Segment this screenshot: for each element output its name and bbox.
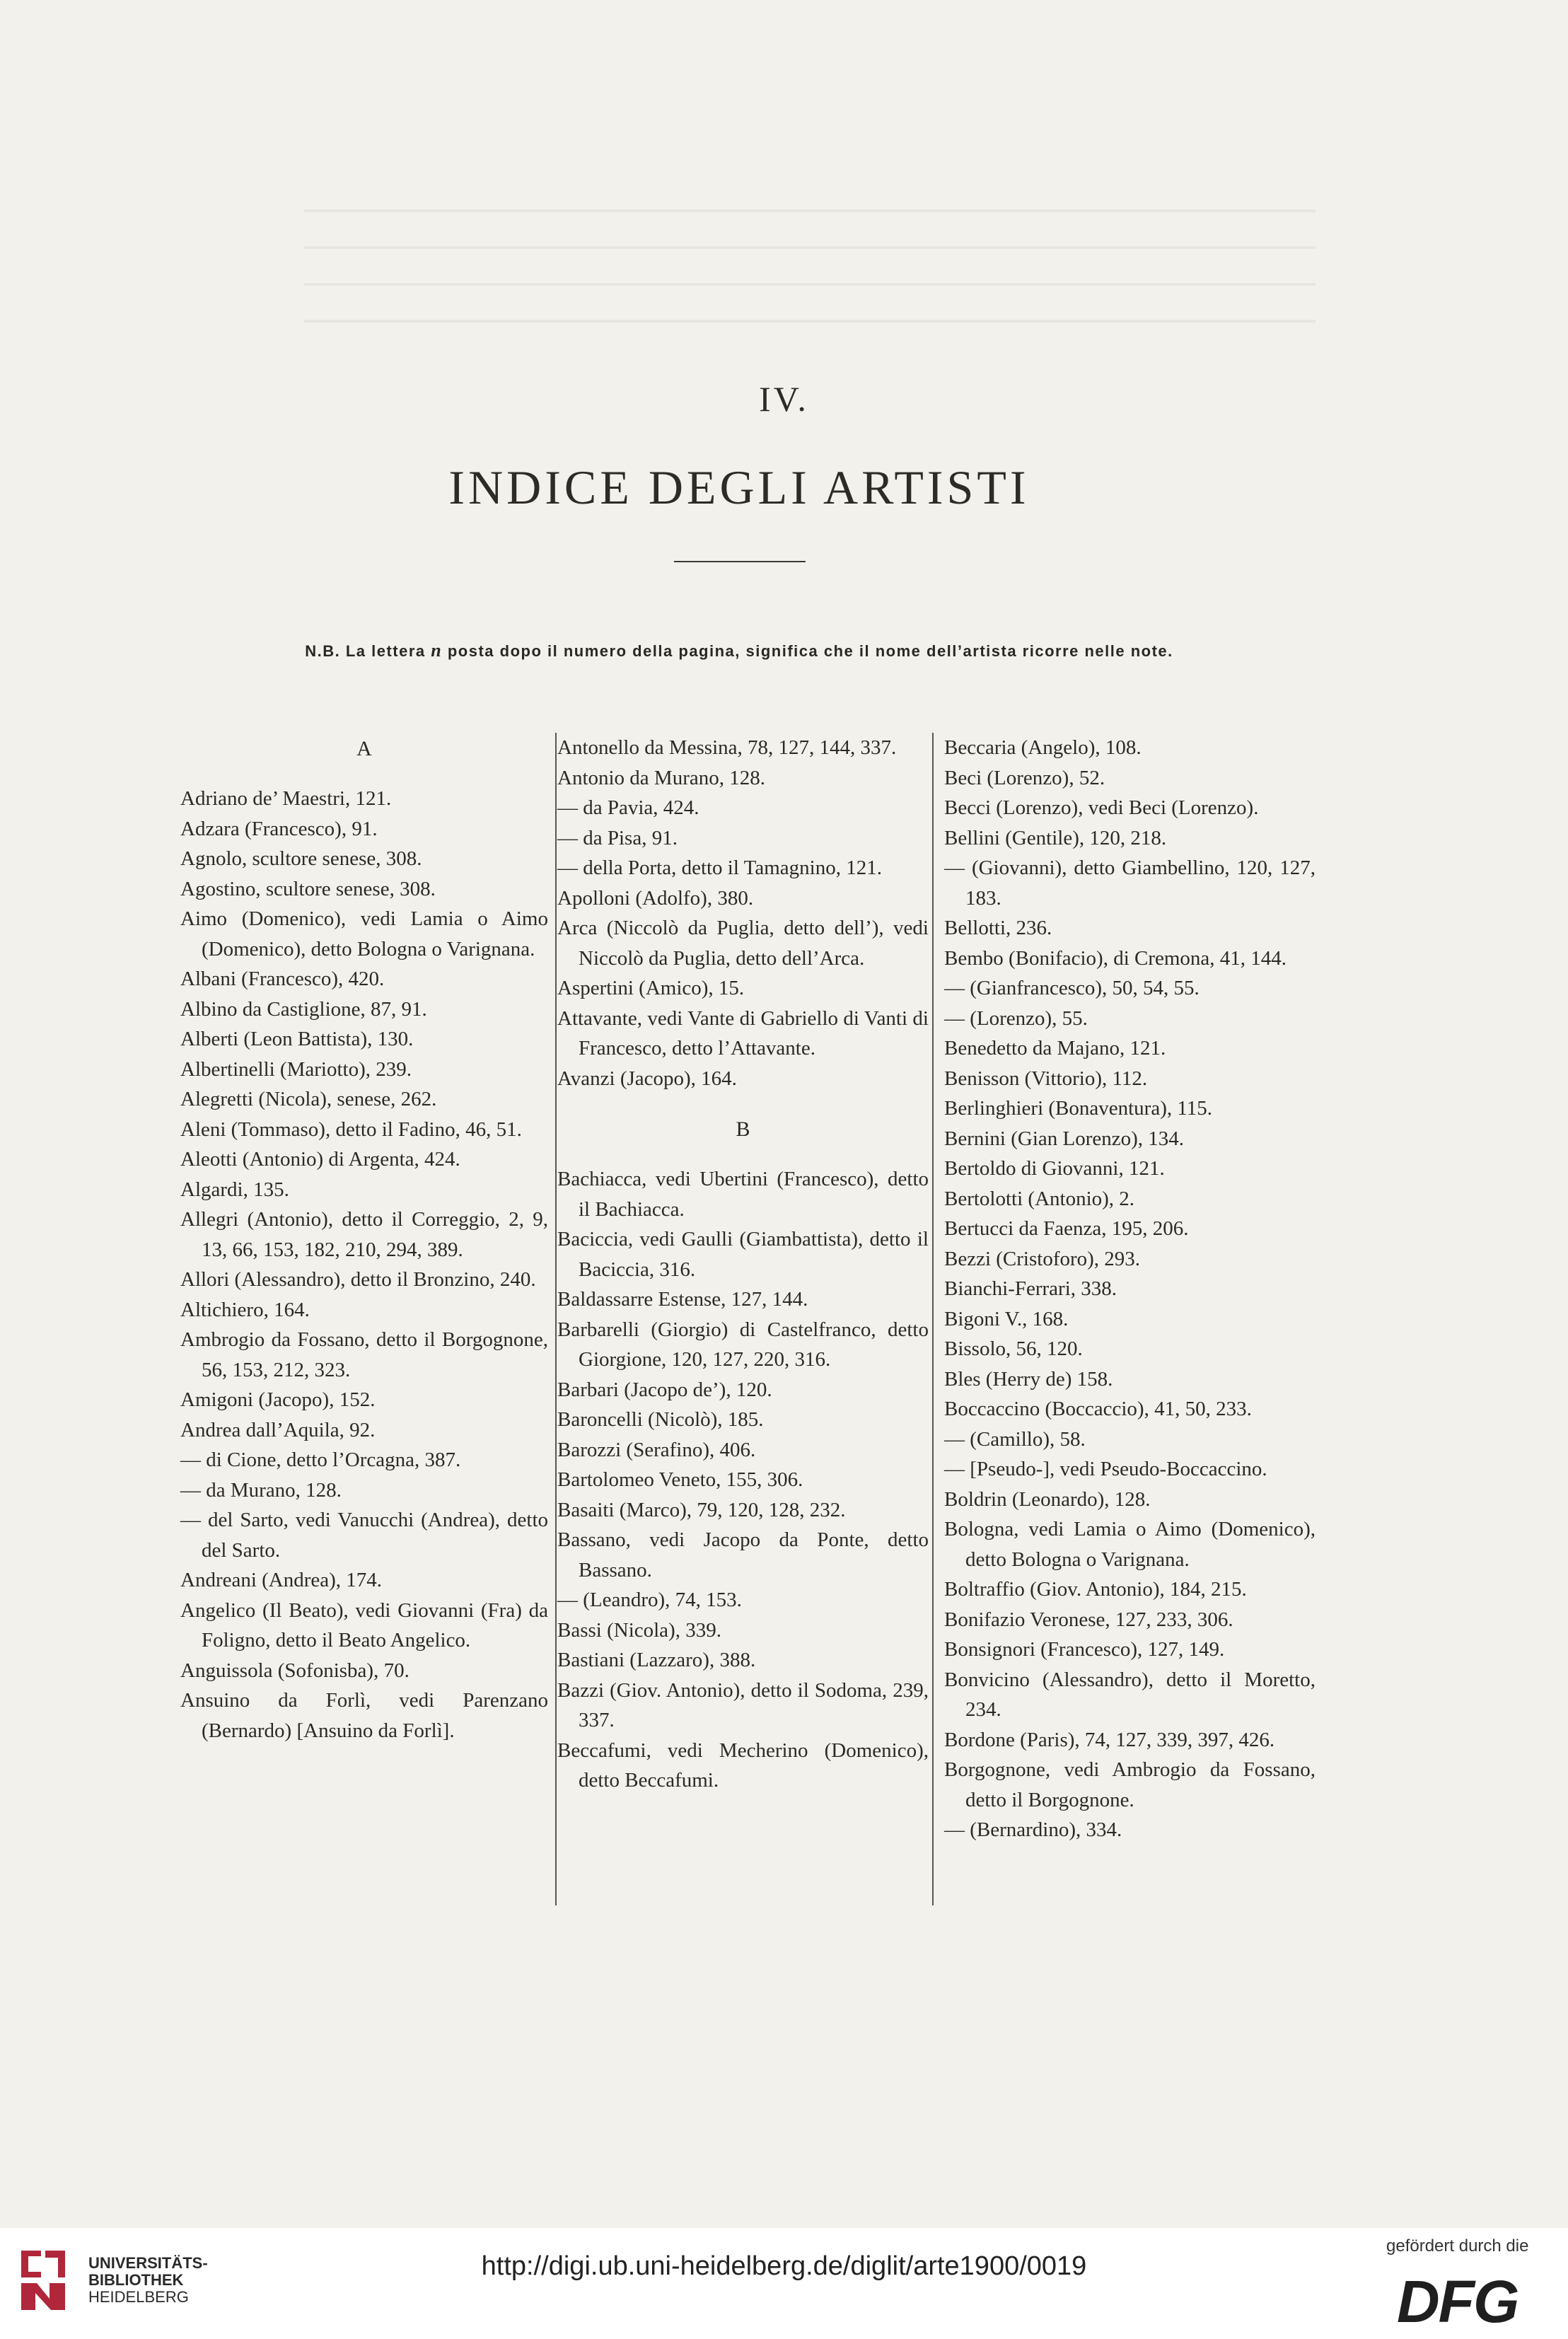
index-entry: Agostino, scultore senese, 308. xyxy=(180,877,436,900)
index-entry: Bellotti, 236. xyxy=(944,917,1052,939)
index-entry: Ambrogio da Fossano, detto il Borgognone, 56, 153, 212, 323. xyxy=(180,1328,548,1381)
index-entry: — da Pisa, 91. xyxy=(557,826,678,849)
index-entry: — da Murano, 128. xyxy=(180,1478,342,1502)
index-entry: Aleotti (Antonio) di Argenta, 424. xyxy=(180,1148,460,1171)
index-entry: Bartolomeo Veneto, 155, 306. xyxy=(557,1468,803,1491)
index-entry: Avanzi (Jacopo), 164. xyxy=(557,1067,737,1090)
index-entry: — (Camillo), 58. xyxy=(944,1427,1086,1451)
index-entry: — (Giovanni), detto Giambellino, 120, 127, 183. xyxy=(944,857,1316,910)
index-entry: Becci (Lorenzo), vedi Beci (Lorenzo). xyxy=(944,796,1259,819)
index-entry: Barbari (Jacopo de’), 120. xyxy=(557,1378,772,1401)
index-entry: Adzara (Francesco), 91. xyxy=(180,817,378,840)
index-entry: Aleni (Tommaso), detto il Fadino, 46, 51. xyxy=(180,1118,522,1141)
index-entry: Boccaccino (Boccaccio), 41, 50, 233. xyxy=(944,1398,1252,1420)
index-entry: Bezzi (Cristoforo), 293. xyxy=(944,1247,1141,1270)
index-entry: Bigoni V., 168. xyxy=(944,1307,1069,1330)
index-entry: Bordone (Paris), 74, 127, 339, 397, 426. xyxy=(944,1728,1275,1751)
index-entry: Apolloni (Adolfo), 380. xyxy=(557,886,754,910)
index-column-1 xyxy=(180,733,548,1910)
index-entry: Bertoldo di Giovanni, 121. xyxy=(944,1157,1165,1180)
index-entry: Baroncelli (Nicolò), 185. xyxy=(557,1408,764,1431)
title-rule xyxy=(674,561,806,562)
index-entry: — del Sarto, vedi Vanucchi (Andrea), detto del Sarto. xyxy=(180,1509,548,1562)
index-entry: Angelico (Il Beato), vedi Giovanni (Fra) da Foligno, detto il Beato Angelico. xyxy=(180,1598,548,1652)
index-entry: Barbarelli (Giorgio) di Castelfranco, detto Giorgione, 120, 127, 220, 316. xyxy=(557,1318,929,1371)
index-entry: — (Leandro), 74, 153. xyxy=(557,1589,742,1611)
entry-list xyxy=(944,733,1316,1845)
index-entry: Bonifazio Veronese, 127, 233, 306. xyxy=(944,1608,1233,1631)
index-entry: Arca (Niccolò da Puglia, detto dell’), vedi Niccolò da Puglia, detto dell’Arca. xyxy=(557,917,929,970)
index-entry: Bachiacca, vedi Ubertini (Francesco), detto il Bachiacca. xyxy=(557,1168,929,1221)
index-entry: Berlinghieri (Bonaventura), 115. xyxy=(944,1097,1213,1120)
column-divider xyxy=(555,733,557,1905)
index-entry: Andreani (Andrea), 174. xyxy=(180,1569,383,1591)
index-entry: Aspertini (Amico), 15. xyxy=(557,977,745,999)
column-divider xyxy=(932,733,934,1905)
index-entry: Bertolotti (Antonio), 2. xyxy=(944,1187,1135,1210)
index-entry: — [Pseudo-], vedi Pseudo-Boccaccino. xyxy=(944,1458,1267,1480)
index-entry: Amigoni (Jacopo), 152. xyxy=(180,1388,376,1411)
entry-list xyxy=(557,733,929,1093)
index-entry: Algardi, 135. xyxy=(180,1178,289,1201)
index-entry: Aimo (Domenico), vedi Lamia o Aimo (Domenico), detto Bologna o Varignana. xyxy=(180,907,548,960)
index-entry: Bassi (Nicola), 339. xyxy=(557,1618,721,1642)
index-entry: Beci (Lorenzo), 52. xyxy=(944,766,1105,789)
section-letter: B xyxy=(736,1118,750,1141)
index-entry: Borgognone, vedi Ambrogio da Fossano, detto il Borgognone. xyxy=(944,1758,1316,1811)
index-entry: Basaiti (Marco), 79, 120, 128, 232. xyxy=(557,1498,846,1521)
index-entry: Anguissola (Sofonisba), 70. xyxy=(180,1659,410,1682)
index-entry: Bissolo, 56, 120. xyxy=(944,1337,1083,1360)
index-entry: Beccafumi, vedi Mecherino (Domenico), detto Beccafumi. xyxy=(557,1739,929,1792)
index-entry: Beccaria (Angelo), 108. xyxy=(944,736,1142,759)
index-entry: Antonio da Murano, 128. xyxy=(557,766,765,789)
library-line-2: BIBLIOTHEK xyxy=(88,2271,184,2289)
index-entry: Altichiero, 164. xyxy=(180,1298,310,1321)
index-entry: Bles (Herry de) 158. xyxy=(944,1367,1113,1391)
index-entry: Boldrin (Leonardo), 128. xyxy=(944,1487,1151,1511)
index-entry: Adriano de’ Maestri, 121. xyxy=(180,787,392,810)
dfg-logo[interactable]: DFG xyxy=(1397,2268,1518,2335)
section-letter: A xyxy=(356,737,372,760)
index-entry: Bonvicino (Alessandro), detto il Moretto, 234. xyxy=(944,1668,1316,1721)
library-line-1: UNIVERSITÄTS- xyxy=(88,2254,208,2272)
sponsor-text: gefördert durch die xyxy=(1386,2236,1529,2256)
index-column-2 xyxy=(557,733,929,1910)
index-entry: Bologna, vedi Lamia o Aimo (Domenico), detto Bologna o Varignana. xyxy=(944,1518,1316,1571)
index-entry: Bonsignori (Francesco), 127, 149. xyxy=(944,1638,1225,1661)
index-entry: Ansuino da Forlì, vedi Parenzano (Bernardo) [Ansuino da Forlì]. xyxy=(180,1689,548,1742)
index-entry: Alberti (Leon Battista), 130. xyxy=(180,1028,414,1050)
index-entry: Bassano, vedi Jacopo da Ponte, detto Bassano. xyxy=(557,1528,929,1581)
library-line-3: HEIDELBERG xyxy=(88,2288,189,2306)
index-entry: Bastiani (Lazzaro), 388. xyxy=(557,1649,756,1671)
index-entry: Baciccia, vedi Gaulli (Giambattista), detto il Baciccia, 316. xyxy=(557,1228,929,1281)
index-entry: — (Bernardino), 334. xyxy=(944,1818,1122,1841)
index-entry: Andrea dall’Aquila, 92. xyxy=(180,1418,376,1441)
digitization-footer xyxy=(0,2228,1568,2339)
index-entry: Attavante, vedi Vante di Gabriello di Vanti di Francesco, detto l’Attavante. xyxy=(557,1006,929,1060)
index-entry: Bertucci da Faenza, 195, 206. xyxy=(944,1217,1189,1240)
note-prefix: N.B. La lettera xyxy=(305,642,426,660)
index-entry: Alegretti (Nicola), senese, 262. xyxy=(180,1088,437,1110)
index-column-3 xyxy=(944,733,1316,1910)
index-entry: Bellini (Gentile), 120, 218. xyxy=(944,826,1167,849)
note-symbol: n xyxy=(431,640,443,661)
index-entry: — (Lorenzo), 55. xyxy=(944,1006,1088,1030)
index-entry: Benedetto da Majano, 121. xyxy=(944,1037,1166,1060)
index-entry: Antonello da Messina, 78, 127, 144, 337. xyxy=(557,736,897,759)
section-numeral: IV. xyxy=(759,379,809,419)
index-entry: Bembo (Bonifacio), di Cremona, 41, 144. xyxy=(944,946,1287,970)
index-entry: Allegri (Antonio), detto il Correggio, 2, 9, 13, 66, 153, 182, 210, 294, 389. xyxy=(180,1208,548,1261)
index-entry: Allori (Alessandro), detto il Bronzino, 240. xyxy=(180,1268,536,1291)
index-entry: Benisson (Vittorio), 112. xyxy=(944,1067,1148,1090)
index-entry: Albertinelli (Mariotto), 239. xyxy=(180,1057,412,1081)
index-entry: — della Porta, detto il Tamagnino, 121. xyxy=(557,857,882,879)
index-entry: — (Gianfrancesco), 50, 54, 55. xyxy=(944,977,1200,999)
index-entry: — da Pavia, 424. xyxy=(557,796,699,819)
index-entry: — di Cione, detto l’Orcagna, 387. xyxy=(180,1449,461,1471)
index-entry: Barozzi (Serafino), 406. xyxy=(557,1438,756,1461)
index-entry: Bazzi (Giov. Antonio), detto il Sodoma, 239, 337. xyxy=(557,1678,929,1731)
entry-list xyxy=(180,784,548,1746)
bleed-through-texture xyxy=(304,191,1316,332)
index-entry: Baldassarre Estense, 127, 144. xyxy=(557,1288,808,1311)
index-entry: Albino da Castiglione, 87, 91. xyxy=(180,997,427,1021)
note-suffix: posta dopo il numero della pagina, significa che il nome dell’artista ricorre nelle note. xyxy=(447,642,1173,660)
index-entry: Bernini (Gian Lorenzo), 134. xyxy=(944,1127,1185,1150)
index-entry: Agnolo, scultore senese, 308. xyxy=(180,847,422,870)
entry-list xyxy=(557,1164,929,1796)
index-entry: Albani (Francesco), 420. xyxy=(180,968,385,990)
index-entry: Boltraffio (Giov. Antonio), 184, 215. xyxy=(944,1578,1247,1601)
page-title: INDICE DEGLI ARTISTI xyxy=(448,460,1030,514)
permalink-url[interactable]: http://digi.ub.uni-heidelberg.de/diglit/arte1900/0019 xyxy=(481,2251,1087,2281)
index-entry: Bianchi-Ferrari, 338. xyxy=(944,1277,1117,1300)
nota-bene-line xyxy=(0,640,1478,661)
